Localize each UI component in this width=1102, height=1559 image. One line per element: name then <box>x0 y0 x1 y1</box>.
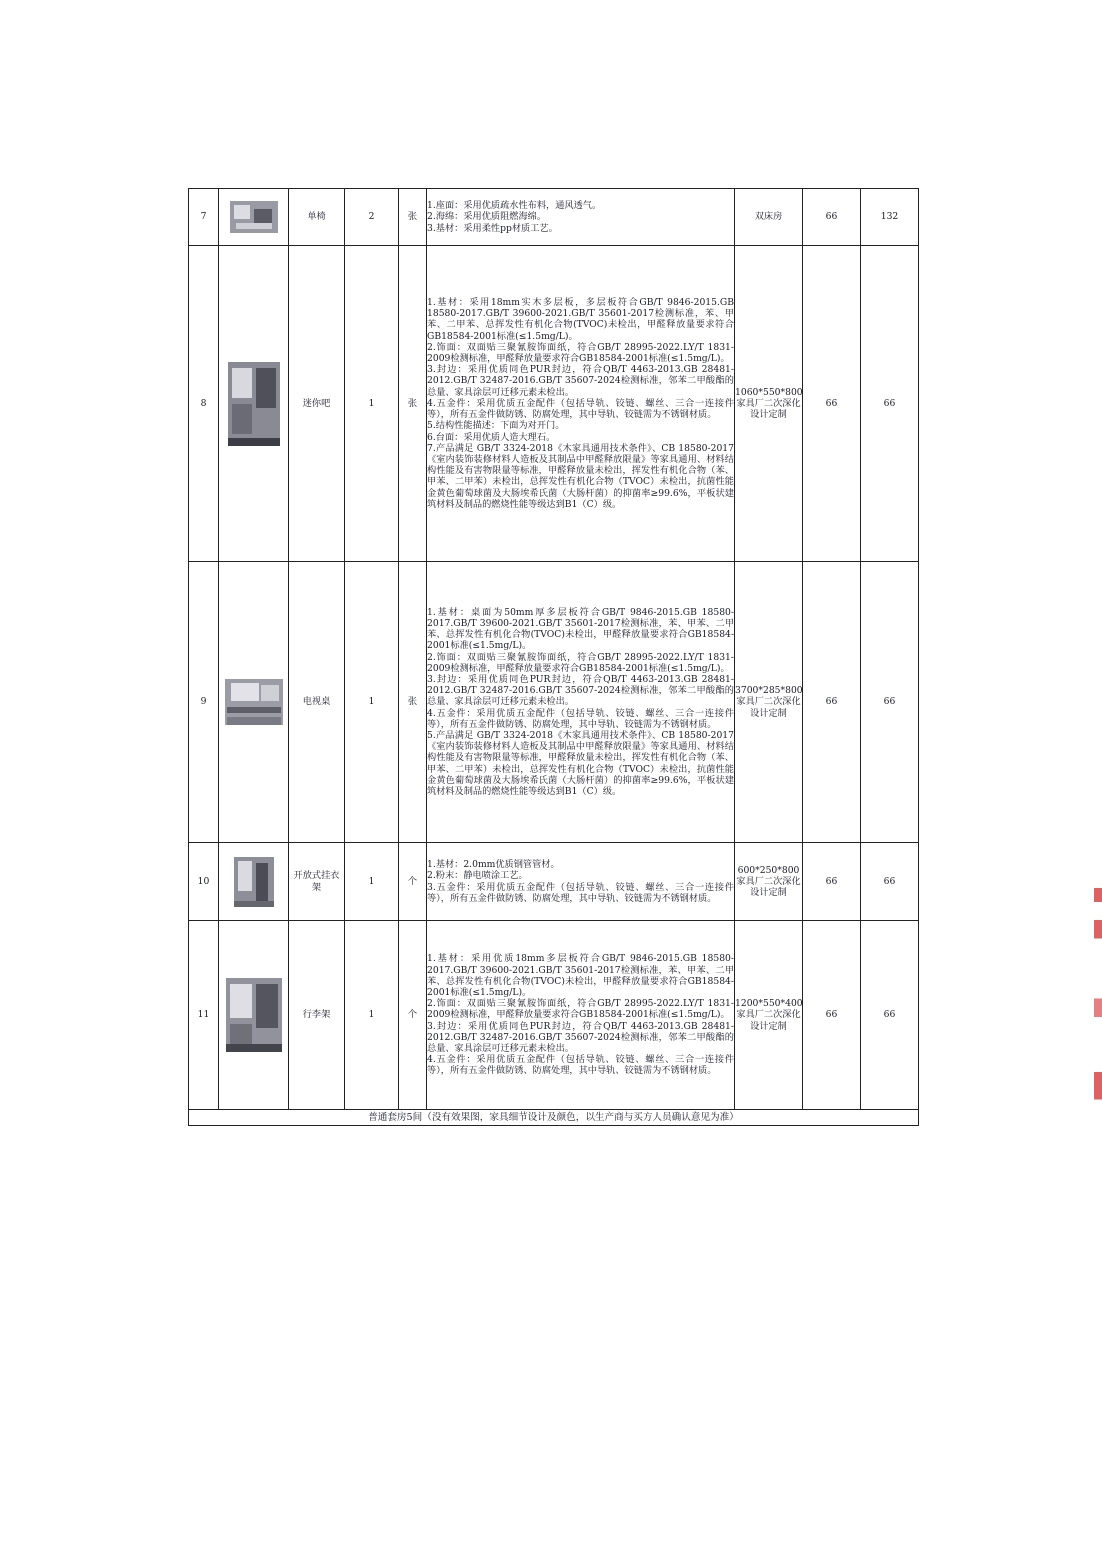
spec-line: 5.产品满足 GB/T 3324-2018《木家具通用技术条件》、CB 18580-2017《室内装饰装修材料人造板及其制品中甲醛释放限量》等家具通用、材料结构性能及有害物限量等标准，甲醛释放量未检出，挥发性有机化合物（苯、甲苯、二甲苯）未检出，总挥发性有机化合物（TVOC）未检出，抗菌性能金黄色葡萄球菌及大肠埃希氏菌（大肠杆菌）的抑菌率≥99.6%，平板状建筑材料及制品的燃烧性能等级达到B1（C）级。 <box>427 730 734 798</box>
unit: 张 <box>399 189 427 246</box>
product-image <box>219 921 289 1110</box>
spec-line: 2.粉末：静电喷涂工艺。 <box>427 870 528 882</box>
size-spec: 3700*285*800家具厂二次深化设计定制 <box>735 562 803 843</box>
spec-line: 7.产品满足 GB/T 3324-2018《木家具通用技术条件》、CB 18580-2017《室内装饰装修材料人造板及其制品中甲醛释放限量》等家具通用、材料结构性能及有害物限量等标准，甲醛释放量未检出，挥发性有机化合物（苯、甲苯、二甲苯）未检出，总挥发性有机化合物（TVOC）未检出，抗菌性能金黄色葡萄球菌及大肠埃希氏菌（大肠杆菌）的抑菌率≥99.6%，平板状建筑材料及制品的燃烧性能等级达到B1（C）级。 <box>427 442 734 510</box>
quantity: 1 <box>345 843 399 921</box>
spec-line: 1.基材：采用18mm实木多层板，多层板符合GB/T 9846-2015.GB 18580-2017.GB/T 39600-2021.GB/T 35601-2017检测标准，苯、甲苯、二甲苯、总挥发性有机化合物(TVOC)未检出，甲醛释放量要求符合GB18584-2001标准(≤1.5mg/L)。 <box>427 297 734 342</box>
spec-description <box>427 843 735 921</box>
table-row-11 <box>189 921 919 1110</box>
spec-line: 3.封边：采用优质同色PUR封边，符合QB/T 4463-2013.GB 28481-2012.GB/T 32487-2016.GB/T 35607-2024检测标准，邻苯二甲酸酯的总量、家具涂层可迁移元素未检出。 <box>427 1020 734 1054</box>
room-count: 66 <box>803 246 861 562</box>
quantity: 1 <box>345 562 399 843</box>
minibar-photo-icon <box>228 362 280 446</box>
size-spec: 1200*550*400家具厂二次深化设计定制 <box>735 921 803 1110</box>
footer-note: 普通套房5间（没有效果图，家具细节设计及颜色，以生产商与买方人员确认意见为准） <box>189 1110 919 1126</box>
row-number: 9 <box>189 562 219 843</box>
unit: 张 <box>399 562 427 843</box>
chair-photo-icon <box>230 201 278 233</box>
product-image <box>219 562 289 843</box>
table-row-9 <box>189 562 919 843</box>
table-row-8 <box>189 246 919 562</box>
table-row-10 <box>189 843 919 921</box>
row-number: 8 <box>189 246 219 562</box>
size-spec: 1060*550*800家具厂二次深化设计定制 <box>735 246 803 562</box>
red-seal-stamp-edge <box>1094 888 1102 1118</box>
product-name: 单椅 <box>289 189 345 246</box>
spec-description <box>427 189 735 246</box>
size-spec: 600*250*800家具厂二次深化设计定制 <box>735 843 803 921</box>
spec-line: 4.五金件：采用优质五金配件（包括导轨、铰链、螺丝、三合一连接件等），所有五金件做防锈、防腐处理，其中导轨、铰链需为不锈钢材质。 <box>427 397 734 421</box>
spec-line: 5.结构性能描述：下面为对开门。 <box>427 420 565 432</box>
spec-line: 4.五金件：采用优质五金配件（包括导轨、铰链、螺丝、三合一连接件等），所有五金件做防锈、防腐处理，其中导轨、铰链需为不锈钢材质。 <box>427 707 734 730</box>
product-name: 电视桌 <box>289 562 345 843</box>
spec-description <box>427 562 735 843</box>
room-count: 66 <box>803 843 861 921</box>
spec-line: 1.基材：2.0mm优质钢管管材。 <box>427 859 560 871</box>
unit: 个 <box>399 921 427 1110</box>
spec-line: 4.五金件：采用优质五金配件（包括导轨、铰链、螺丝、三合一连接件等），所有五金件做防锈、防腐处理，其中导轨、铰链需为不锈钢材质。 <box>427 1054 734 1077</box>
spec-line: 3.封边：采用优质同色PUR封边，符合QB/T 4463-2013.GB 28481-2012.GB/T 32487-2016.GB/T 35607-2024检测标准，邻苯二甲酸酯的总量、家具涂层可迁移元素未检出。 <box>427 364 734 398</box>
table-footer-row <box>189 1110 919 1126</box>
product-image <box>219 843 289 921</box>
total-count: 66 <box>861 921 919 1110</box>
spec-description <box>427 921 735 1110</box>
product-image <box>219 189 289 246</box>
product-name: 行李架 <box>289 921 345 1110</box>
table-row-7 <box>189 189 919 246</box>
size-spec: 双床房 <box>735 189 803 246</box>
spec-line: 2.饰面：双面贴三聚氰胺饰面纸，符合GB/T 28995-2022.LY/T 1831-2009检测标准，甲醛释放量要求符合GB18584-2001标准(≤1.5mg/L)。 <box>427 651 734 674</box>
spec-line: 3.五金件：采用优质五金配件（包括导轨、铰链、螺丝、三合一连接件等），所有五金件做防锈、防腐处理，其中导轨、铰链需为不锈钢材质。 <box>427 881 734 904</box>
product-name: 开放式挂衣架 <box>289 843 345 921</box>
total-count: 66 <box>861 562 919 843</box>
spec-line: 1.基材：采用优质18mm多层板符合GB/T 9846-2015.GB 18580-2017.GB/T 39600-2021.GB/T 35601-2017检测标准，苯、甲苯、二甲苯、总挥发性有机化合物(TVOC)未检出，甲醛释放量要求符合GB18584-2001标准(≤1.5mg/L)。 <box>427 953 734 998</box>
product-image <box>219 246 289 562</box>
coat-rack-photo-icon <box>234 857 274 907</box>
spec-line: 2.海绵：采用优质阻燃海绵。 <box>427 211 547 223</box>
tv-desk-photo-icon <box>225 679 283 725</box>
total-count: 132 <box>861 189 919 246</box>
spec-line: 3.基材：采用柔性pp材质工艺。 <box>427 222 558 234</box>
spec-line: 1.基材：桌面为50mm厚多层板符合GB/T 9846-2015.GB 18580-2017.GB/T 39600-2021.GB/T 35601-2017检测标准，苯、甲苯、二甲苯、总挥发性有机化合物(TVOC)未检出，甲醛释放量要求符合GB18584-2001标准(≤1.5mg/L)。 <box>427 606 734 652</box>
luggage-rack-photo-icon <box>226 978 282 1052</box>
room-count: 66 <box>803 562 861 843</box>
unit: 个 <box>399 843 427 921</box>
room-count: 66 <box>803 189 861 246</box>
spec-line: 2.饰面：双面贴三聚氰胺饰面纸，符合GB/T 28995-2022.LY/T 1831-2009检测标准，甲醛释放量要求符合GB18584-2001标准(≤1.5mg/L)。 <box>427 998 734 1021</box>
quantity: 2 <box>345 189 399 246</box>
row-number: 7 <box>189 189 219 246</box>
unit: 张 <box>399 246 427 562</box>
total-count: 66 <box>861 843 919 921</box>
spec-line: 2.饰面：双面贴三聚氰胺饰面纸，符合GB/T 28995-2022.LY/T 1831-2009检测标准，甲醛释放量要求符合GB18584-2001标准(≤1.5mg/L)。 <box>427 341 734 365</box>
row-number: 11 <box>189 921 219 1110</box>
quantity: 1 <box>345 246 399 562</box>
spec-line: 3.封边：采用优质同色PUR封边，符合QB/T 4463-2013.GB 28481-2012.GB/T 32487-2016.GB/T 35607-2024检测标准，邻苯二甲酸酯的总量、家具涂层可迁移元素未检出。 <box>427 673 734 708</box>
total-count: 66 <box>861 246 919 562</box>
furniture-spec-table <box>188 188 919 1126</box>
spec-line: 1.座面：采用优质疏水性布料，通风透气。 <box>427 200 602 212</box>
product-name: 迷你吧 <box>289 246 345 562</box>
quantity: 1 <box>345 921 399 1110</box>
room-count: 66 <box>803 921 861 1110</box>
row-number: 10 <box>189 843 219 921</box>
spec-line: 6.台面：采用优质人造大理石。 <box>427 431 556 443</box>
spec-description <box>427 246 735 562</box>
